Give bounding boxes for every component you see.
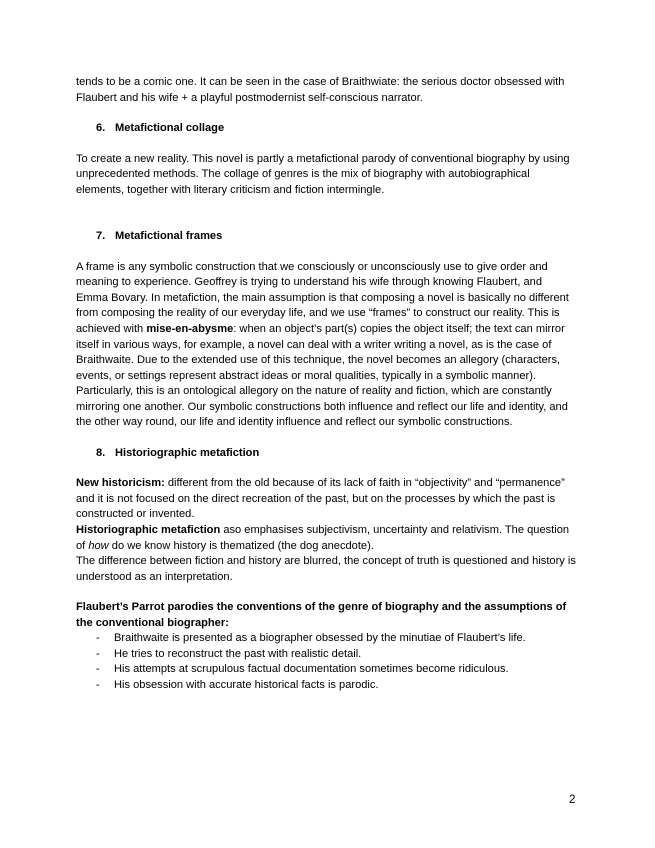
historiographic-metafiction-body-part1: aso emphasises subjectivism, uncertainty and relativism. The question of: [76, 524, 570, 552]
how-emphasis: how: [88, 539, 109, 552]
historiographic-metafiction-term: Historiographic metafiction: [76, 524, 221, 537]
section-8-title: Historiographic metafiction: [115, 446, 260, 459]
list-item-text: His attempts at scrupulous factual documentation sometimes become ridiculous.: [114, 663, 509, 676]
dash-bullet: -: [96, 678, 100, 691]
section-8-number: 8.: [96, 446, 106, 459]
mise-en-abysme-term: mise-en-abysme: [146, 323, 234, 336]
section-7-number: 7.: [96, 230, 106, 243]
section-7-heading: [76, 229, 576, 245]
historiographic-metafiction-paragraph: [76, 523, 576, 554]
section-7-body-part2: : when an object’s part(s) copies the object itself; the text can mirror itself in various ways, for example, a novel can deal with a writer writing a novel, as is the case of Braithwaite. Due to the extended use of this technique, the novel becomes an allegory (characters, events, or settings represent abstract ideas or moral qualities, typically in a symbolic manner). Particularly, this is an ontological allegory on the nature of reality and fiction, which are constantly mirroring one another. Our symbolic constructions both influence and reflect our life and identity, and the other way round, our life and identity influence and reflect our symbolic constructions.: [76, 323, 568, 429]
section-6-body: To create a new reality. This novel is partly a metafictional parody of conventional biography by using unprecedented methods. The collage of genres is the mix of biography with autobiographical elements, together with literary criticism and fiction intermingle.: [76, 152, 570, 196]
section-7-body: [76, 260, 576, 431]
new-historicism-body: different from the old because of its lack of faith in “objectivity” and “permanence” and it is not focused on the direct recreation of the past, but on the processes by which the past is constructed or invented.: [76, 477, 565, 521]
section-6-title: Metafictional collage: [115, 122, 225, 135]
section-7-body-part1: A frame is any symbolic construction that we consciously or unconsciously use to give order and meaning to experience. Geoffrey is trying to understand his wife through knowing Flaubert, and Emma Bovary. In metafiction, the main assumption is that composing a novel is basically no different from composing the reality of our everyday life, and we use “frames” to construct our reality. This is achieved with: [76, 260, 569, 336]
parrot-bullet-list: [76, 631, 576, 693]
section-7-title: Metafictional frames: [115, 230, 223, 243]
page-content: [76, 75, 576, 694]
section-6-heading: [76, 121, 576, 137]
fiction-history-paragraph: The difference between fiction and history are blurred, the concept of truth is questioned and history is understood as an interpretation.: [76, 555, 576, 583]
list-item: [76, 678, 576, 694]
dash-bullet: -: [96, 647, 100, 660]
section-8-heading: [76, 446, 576, 462]
list-item: [76, 647, 576, 663]
list-item-text: He tries to reconstruct the past with realistic detail.: [114, 647, 362, 660]
list-item: [76, 631, 576, 647]
new-historicism-paragraph: [76, 476, 576, 523]
page-number: 2: [569, 794, 576, 806]
parrot-heading: Flaubert’s Parrot parodies the conventions of the genre of biography and the assumptions of the conventional biographer:: [76, 601, 567, 629]
dash-bullet: -: [96, 632, 100, 645]
section-6-number: 6.: [96, 122, 106, 135]
list-item-text: Braithwaite is presented as a biographer obsessed by the minutiae of Flaubert’s life.: [114, 632, 526, 645]
dash-bullet: -: [96, 663, 100, 676]
intro-paragraph: tends to be a comic one. It can be seen in the case of Braithwiate: the serious doctor obsessed with Flaubert and his wife + a playful postmodernist self-conscious narrator.: [76, 76, 565, 104]
list-item: [76, 662, 576, 678]
list-item-text: His obsession with accurate historical facts is parodic.: [114, 678, 379, 691]
new-historicism-term: New historicism:: [76, 477, 165, 490]
historiographic-metafiction-body-part2: do we know history is thematized (the dog anecdote).: [108, 539, 374, 552]
